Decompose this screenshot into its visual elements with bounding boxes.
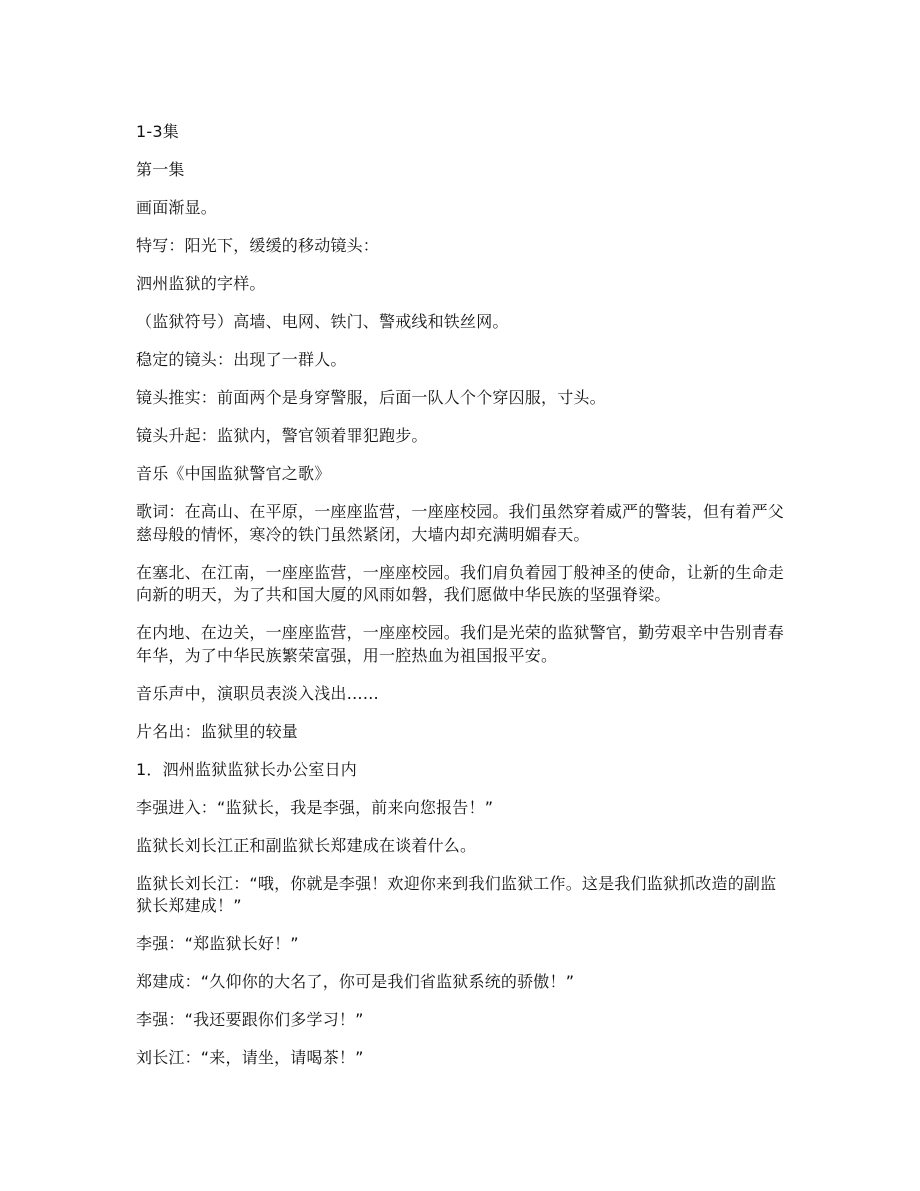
dialogue-line: 李强：“我还要跟你们多学习！”: [136, 1010, 364, 1029]
lyrics-verse-1: 歌词：在高山、在平原，一座座监营，一座座校园。我们虽然穿着威严的警装，但有着严父慈母般的情怀，寒冷的铁门虽然紧闭，大墙内却充满明媚春天。: [136, 502, 785, 544]
dialogue-line: 监狱长刘长江：“哦，你就是李强！欢迎你来到我们监狱工作。这是我们监狱抓改造的副监狱长郑建成！”: [136, 873, 777, 915]
song-title: 音乐《中国监狱警官之歌》: [136, 464, 331, 483]
episode-title: 第一集: [136, 160, 185, 179]
script-line: 镜头升起：监狱内，警官领着罪犯跑步。: [136, 426, 428, 445]
document-body: [136, 121, 788, 1085]
script-line: 音乐声中，演职员表淡入浅出……: [136, 683, 380, 703]
film-title-line: 片名出：监狱里的较量: [136, 721, 299, 741]
script-line: （监狱符号）高墙、电网、铁门、警戒线和铁丝网。: [136, 312, 509, 331]
dialogue-line: 李强进入：“监狱长，我是李强，前来向您报告！”: [136, 797, 494, 817]
script-line: 稳定的镜头：出现了一群人。: [136, 350, 347, 369]
lyrics-verse-2: 在塞北、在江南，一座座监营，一座座校园。我们肩负着园丁般神圣的使命，让新的生命走向新的明天，为了共和国大厦的风雨如磐，我们愿做中华民族的坚强脊梁。: [136, 562, 785, 604]
script-line: 镜头推实：前面两个是身穿警服，后面一队人个个穿囚服，寸头。: [136, 388, 606, 407]
script-line: 特写：阳光下，缓缓的移动镜头：: [136, 236, 380, 255]
dialogue-line: 郑建成：“久仰你的大名了，你可是我们省监狱系统的骄傲！”: [136, 972, 575, 991]
scene-heading: 1．泗州监狱监狱长办公室日内: [136, 759, 357, 779]
action-line: 监狱长刘长江正和副监狱长郑建成在谈着什么。: [136, 835, 477, 855]
dialogue-line: 刘长江：“来，请坐，请喝茶！”: [136, 1048, 364, 1067]
lyrics-verse-3: 在内地、在边关，一座座监营，一座座校园。我们是光荣的监狱警官，勤劳艰辛中告别青春年华，为了中华民族繁荣富强，用一腔热血为祖国报平安。: [136, 623, 785, 665]
script-line: 泗州监狱的字样。: [136, 274, 266, 293]
episode-range-heading: 1-3集: [136, 122, 179, 141]
script-line: 画面渐显。: [136, 198, 218, 217]
dialogue-line: 李强：“郑监狱长好！”: [136, 934, 299, 953]
